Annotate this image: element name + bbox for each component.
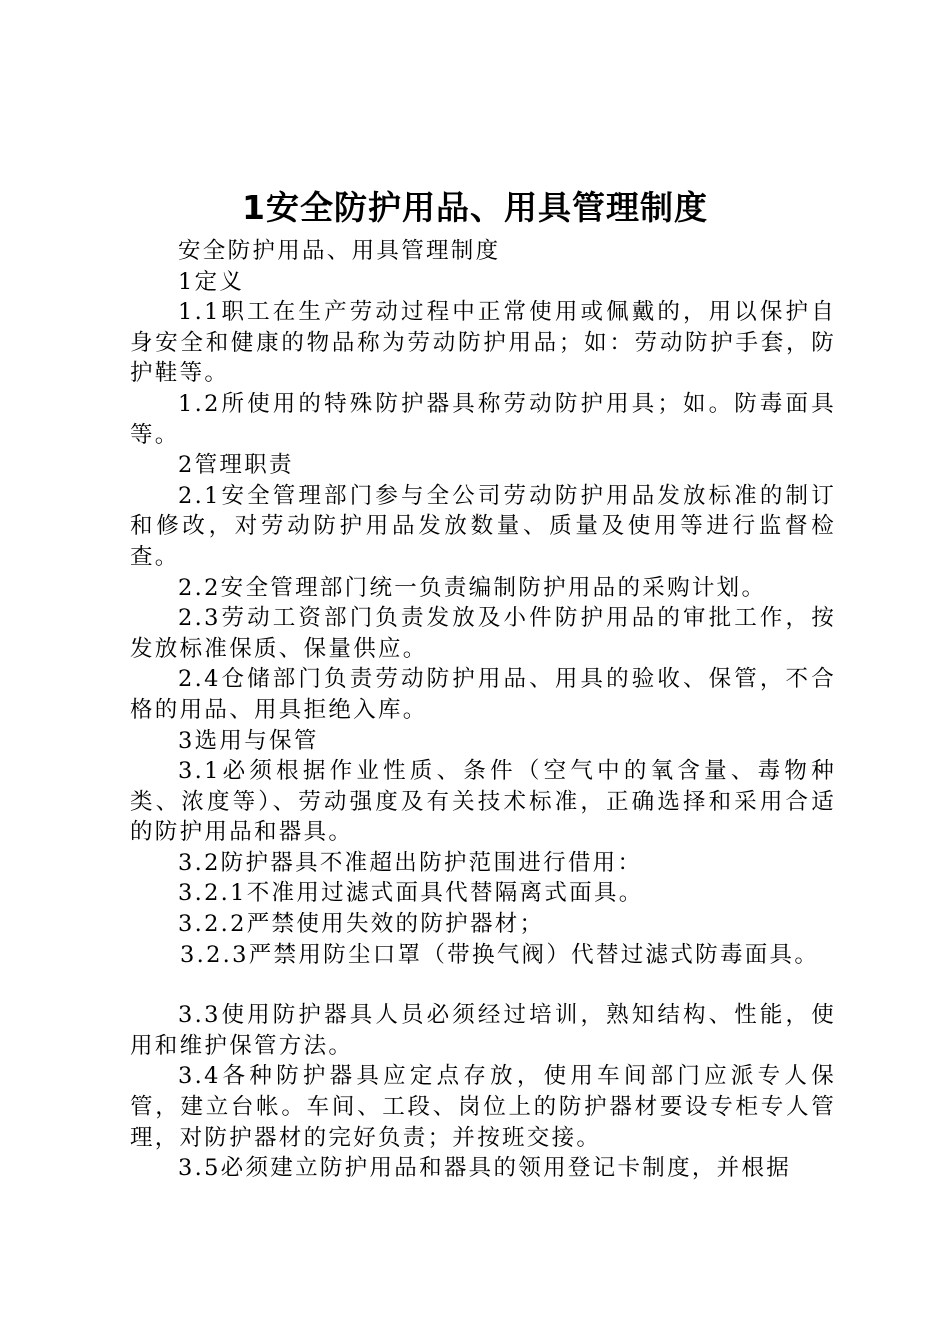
paragraph-2-4: 2.4仓储部门负责劳动防护用品、用具的验收、保管，不合格的用品、用具拒绝入库。 [130,666,836,723]
paragraph-1-1: 1.1职工在生产劳动过程中正常使用或佩戴的，用以保护自身安全和健康的物品称为劳动防护用品；如：劳动防护手套，防护鞋等。 [130,299,836,387]
paragraph-3-5: 3.5必须建立防护用品和器具的领用登记卡制度，并根据 [178,1155,792,1182]
paragraph-2-3: 2.3劳动工资部门负责发放及小件防护用品的审批工作，按发放标准保质、保量供应。 [130,605,836,662]
paragraph-3-2: 3.2防护器具不准超出防护范围进行借用： [178,849,643,876]
paragraph-1-2: 1.2所使用的特殊防护器具称劳动防护用具；如。防毒面具等。 [130,390,836,448]
blank-line [130,970,836,1000]
document-title: 1安全防护用品、用具管理制度 [242,188,708,227]
paragraph-3-1: 3.1必须根据作业性质、条件（空气中的氧含量、毒物种类、浓度等）、劳动强度及有关技术标准，正确选择和采用合适的防护用品和器具。 [130,758,836,846]
section-heading-selection: 3选用与保管 [178,727,319,754]
paragraph-2-1: 2.1安全管理部门参与全公司劳动防护用品发放标准的制订和修改，对劳动防护用品发放数量、质量及使用等进行监督检查。 [130,482,836,570]
paragraph-3-3: 3.3使用防护器具人员必须经过培训，熟知结构、性能，使用和维护保管方法。 [130,1002,836,1059]
document-body [130,236,836,1184]
paragraph-subtitle: 安全防护用品、用具管理制度 [178,238,501,264]
paragraph-2-2: 2.2安全管理部门统一负责编制防护用品的采购计划。 [178,574,767,601]
paragraph-3-2-3: 3.2.3严禁用防尘口罩（带换气阀）代替过滤式防毒面具。 [180,941,820,968]
paragraph-3-2-2: 3.2.2严禁使用失效的防护器材； [178,911,545,938]
paragraph-3-4: 3.4各种防护器具应定点存放，使用车间部门应派专人保管，建立台帐。车间、工段、岗位上的防护器材要设专柜专人管理，对防护器材的完好负责；并按班交接。 [130,1063,836,1151]
section-heading-definition: 1定义 [178,268,245,295]
section-heading-responsibilities: 2管理职责 [178,452,294,479]
paragraph-3-2-1: 3.2.1不准用过滤式面具代替隔离式面具。 [178,880,644,907]
